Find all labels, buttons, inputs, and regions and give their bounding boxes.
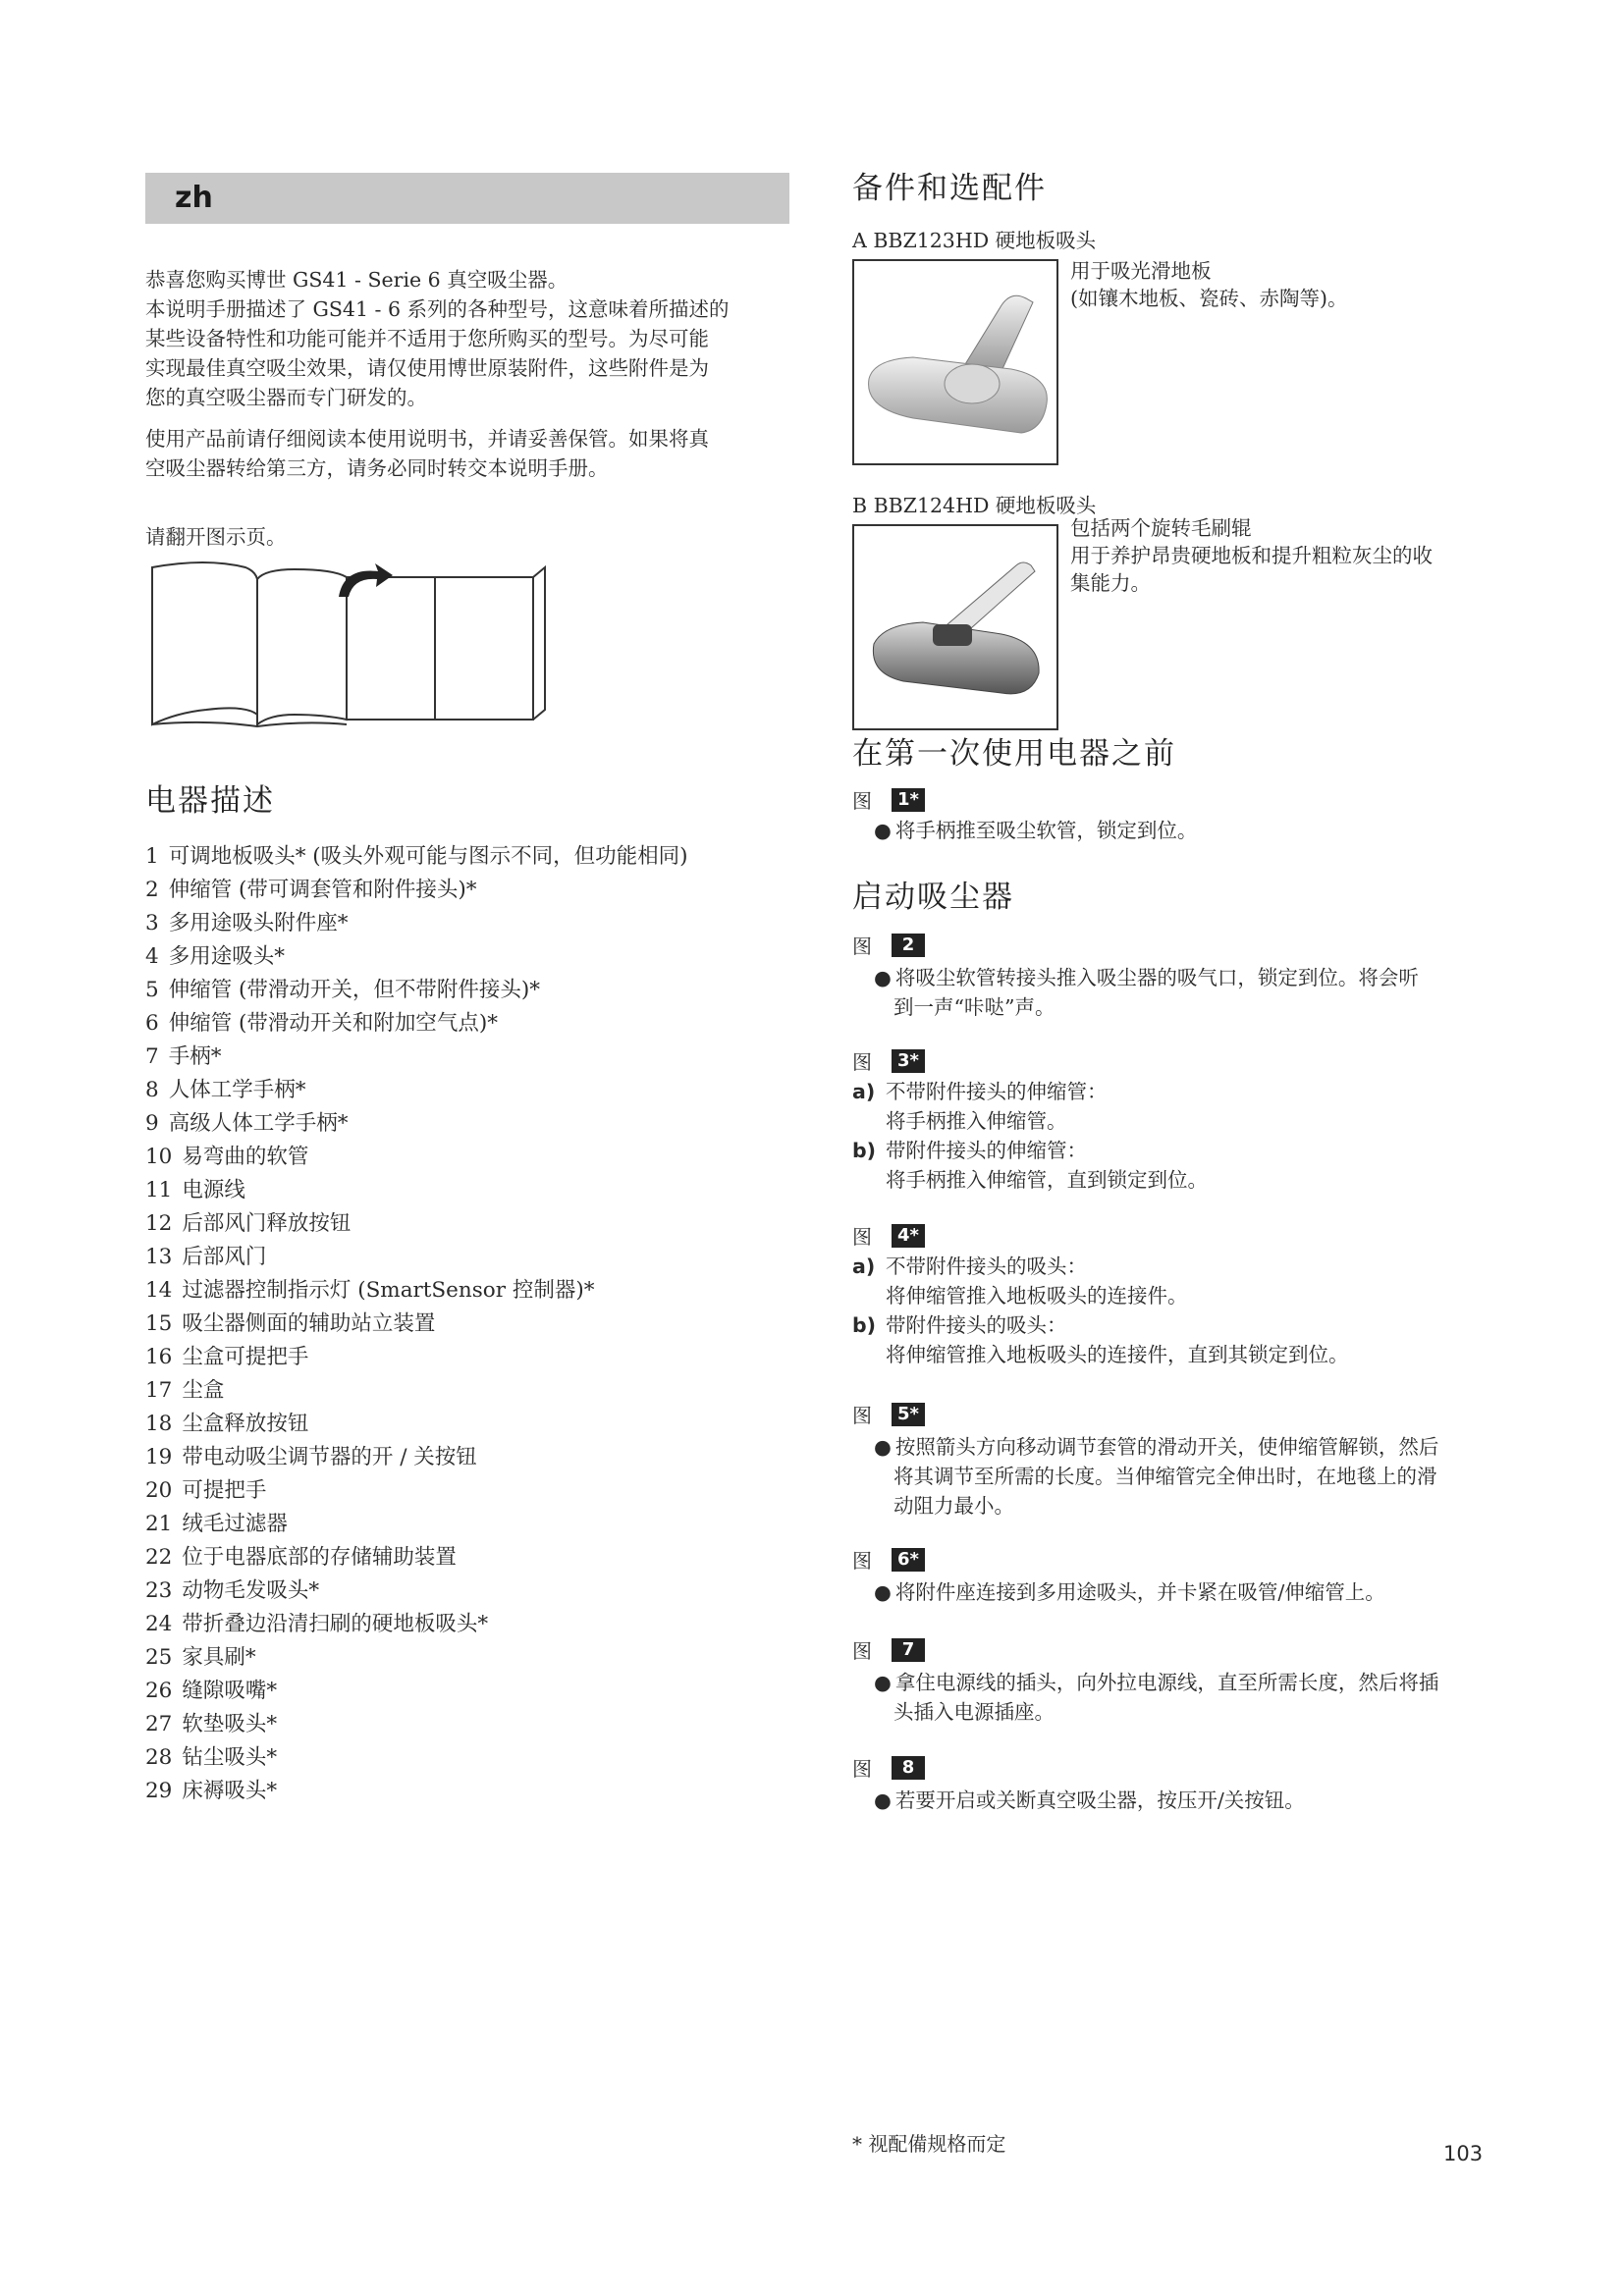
figure-label: 图 bbox=[852, 789, 872, 813]
part-name: 后部风门 bbox=[182, 1245, 267, 1269]
part-name: 可提把手 bbox=[182, 1478, 267, 1503]
part-name: 易弯曲的软管 bbox=[182, 1145, 309, 1169]
bullet-icon: ● bbox=[874, 819, 892, 842]
part-name: 缝隙吸嘴* bbox=[182, 1679, 278, 1703]
figure-5-badge: 5* bbox=[892, 1403, 925, 1426]
part-number: 21 bbox=[145, 1512, 173, 1536]
foldout-book-illustration bbox=[147, 558, 550, 734]
intro-line: 使用产品前请仔细阅读本使用说明书，并请妥善保管。如果将真 bbox=[145, 427, 709, 451]
language-code: zh bbox=[175, 181, 213, 215]
parts-list-item bbox=[145, 1508, 688, 1541]
figure-4-block bbox=[852, 1221, 1349, 1369]
accessory-b-description bbox=[1070, 514, 1433, 597]
step-b-label: b) bbox=[852, 1139, 877, 1162]
figure-4a-line: 将伸缩管推入地板吸头的连接件。 bbox=[886, 1284, 1188, 1308]
parts-list-item bbox=[145, 1541, 688, 1575]
figure-6-line: 将附件座连接到多用途吸头，并卡紧在吸管/伸缩管上。 bbox=[894, 1580, 1385, 1604]
part-number: 8 bbox=[145, 1078, 159, 1102]
part-name: 位于电器底部的存储辅助装置 bbox=[182, 1545, 457, 1570]
part-name: 多用途吸头* bbox=[168, 944, 285, 969]
floor-nozzle-a-icon bbox=[854, 261, 1056, 463]
figure-1-badge: 1* bbox=[892, 788, 925, 812]
bullet-icon: ● bbox=[874, 1789, 892, 1812]
parts-description-heading: 电器描述 bbox=[145, 783, 275, 819]
parts-list-item bbox=[145, 1174, 688, 1207]
intro-line: 恭喜您购买博世 GS41 - Serie 6 真空吸尘器。 bbox=[145, 268, 568, 292]
figure-label: 图 bbox=[852, 1404, 872, 1427]
floor-nozzle-b-icon bbox=[854, 526, 1056, 728]
parts-list-item bbox=[145, 1708, 688, 1741]
accessory-a-image bbox=[852, 259, 1058, 465]
intro-section bbox=[145, 265, 813, 552]
figure-2-line: 将吸尘软管转接头推入吸尘器的吸气口，锁定到位。将会听 bbox=[894, 966, 1419, 989]
parts-list-item bbox=[145, 1408, 688, 1441]
part-number: 10 bbox=[145, 1145, 173, 1169]
accessory-a-desc-line: (如镶木地板、瓷砖、赤陶等)。 bbox=[1070, 287, 1348, 310]
figure-3b-line: 带附件接头的伸缩管： bbox=[886, 1139, 1087, 1162]
parts-list-item bbox=[145, 1007, 688, 1041]
part-number: 17 bbox=[145, 1378, 173, 1403]
part-name: 尘盒释放按钮 bbox=[182, 1412, 309, 1436]
figure-label: 图 bbox=[852, 934, 872, 958]
bullet-icon: ● bbox=[874, 966, 892, 989]
parts-list bbox=[145, 840, 688, 1808]
parts-list-item bbox=[145, 1474, 688, 1508]
figure-6-block bbox=[852, 1545, 1385, 1607]
figure-4b-line: 将伸缩管推入地板吸头的连接件，直到其锁定到位。 bbox=[886, 1343, 1349, 1366]
part-name: 手柄* bbox=[168, 1044, 222, 1069]
part-name: 床褥吸头* bbox=[182, 1779, 278, 1803]
figure-8-block bbox=[852, 1753, 1305, 1815]
footnote: * 视配備规格而定 bbox=[852, 2132, 1006, 2156]
part-name: 高级人体工学手柄* bbox=[168, 1111, 349, 1136]
parts-list-item bbox=[145, 1641, 688, 1675]
bullet-icon: ● bbox=[874, 1671, 892, 1694]
figure-label: 图 bbox=[852, 1225, 872, 1249]
part-name: 绒毛过滤器 bbox=[182, 1512, 288, 1536]
accessory-b-label: B BBZ124HD 硬地板吸头 bbox=[852, 494, 1097, 517]
parts-list-item bbox=[145, 1341, 688, 1374]
part-number: 3 bbox=[145, 911, 159, 935]
part-number: 13 bbox=[145, 1245, 173, 1269]
part-name: 电源线 bbox=[182, 1178, 245, 1202]
parts-list-item bbox=[145, 1741, 688, 1775]
figure-6-badge: 6* bbox=[892, 1548, 925, 1572]
figure-5-line: 动阻力最小。 bbox=[893, 1494, 1014, 1518]
parts-list-item bbox=[145, 1441, 688, 1474]
figure-4-badge: 4* bbox=[892, 1224, 925, 1248]
part-name: 软垫吸头* bbox=[182, 1712, 278, 1736]
page-turn-arrow-icon bbox=[339, 563, 393, 597]
part-number: 2 bbox=[145, 878, 159, 902]
bullet-icon: ● bbox=[874, 1435, 892, 1459]
part-name: 过滤器控制指示灯 (SmartSensor 控制器)* bbox=[182, 1278, 595, 1303]
part-name: 伸缩管 (带可调套管和附件接头)* bbox=[168, 878, 477, 902]
part-name: 家具刷* bbox=[182, 1645, 256, 1670]
figure-3a-line: 将手柄推入伸缩管。 bbox=[886, 1109, 1067, 1133]
intro-line: 空吸尘器转给第三方，请务必同时转交本说明手册。 bbox=[145, 456, 609, 480]
figure-2-block bbox=[852, 931, 1419, 1022]
part-number: 20 bbox=[145, 1478, 173, 1503]
figure-label: 图 bbox=[852, 1050, 872, 1074]
figure-3-block bbox=[852, 1046, 1208, 1195]
figure-2-badge: 2 bbox=[892, 934, 925, 957]
figure-label: 图 bbox=[852, 1757, 872, 1781]
parts-list-item bbox=[145, 1074, 688, 1107]
start-vacuum-heading: 启动吸尘器 bbox=[852, 880, 1014, 915]
parts-list-item bbox=[145, 1107, 688, 1141]
part-name: 尘盒可提把手 bbox=[182, 1345, 309, 1369]
part-number: 12 bbox=[145, 1211, 173, 1236]
parts-list-item bbox=[145, 1374, 688, 1408]
part-name: 伸缩管 (带滑动开关和附加空气点)* bbox=[168, 1011, 499, 1036]
figure-3b-line: 将手柄推入伸缩管，直到锁定到位。 bbox=[886, 1168, 1208, 1192]
accessory-a-label: A BBZ123HD 硬地板吸头 bbox=[852, 229, 1097, 252]
figure-8-line: 若要开启或关断真空吸尘器，按压开/关按钮。 bbox=[894, 1789, 1305, 1812]
part-number: 11 bbox=[145, 1178, 173, 1202]
step-a-label: a) bbox=[852, 1080, 876, 1103]
part-number: 16 bbox=[145, 1345, 173, 1369]
figure-7-line: 拿住电源线的插头，向外拉电源线，直至所需长度，然后将插 bbox=[894, 1671, 1439, 1694]
part-number: 7 bbox=[145, 1044, 159, 1069]
part-number: 4 bbox=[145, 944, 159, 969]
figure-5-line: 将其调节至所需的长度。当伸缩管完全伸出时，在地毯上的滑 bbox=[893, 1465, 1437, 1488]
language-code-bar bbox=[145, 173, 789, 224]
figure-7-badge: 7 bbox=[892, 1638, 925, 1662]
page-number: 103 bbox=[1443, 2142, 1484, 2165]
accessory-b-image bbox=[852, 524, 1058, 730]
part-number: 6 bbox=[145, 1011, 159, 1036]
figure-5-line: 按照箭头方向移动调节套管的滑动开关，使伸缩管解锁，然后 bbox=[894, 1435, 1439, 1459]
figure-7-line: 头插入电源插座。 bbox=[893, 1700, 1055, 1724]
figure-4b-line: 带附件接头的吸头： bbox=[886, 1313, 1067, 1337]
part-name: 可调地板吸头* (吸头外观可能与图示不同，但功能相同) bbox=[168, 844, 688, 869]
part-name: 钻尘吸头* bbox=[182, 1745, 278, 1770]
part-number: 1 bbox=[145, 844, 159, 869]
accessory-a-description bbox=[1070, 257, 1348, 312]
part-name: 人体工学手柄* bbox=[168, 1078, 306, 1102]
figure-1-text: 将手柄推至吸尘软管，锁定到位。 bbox=[894, 819, 1198, 842]
part-number: 28 bbox=[145, 1745, 173, 1770]
part-number: 24 bbox=[145, 1612, 173, 1636]
figure-5-block bbox=[852, 1400, 1438, 1521]
part-number: 22 bbox=[145, 1545, 173, 1570]
parts-list-item bbox=[145, 840, 688, 874]
part-number: 15 bbox=[145, 1311, 173, 1336]
parts-list-item bbox=[145, 974, 688, 1007]
accessory-b-desc-line: 用于养护昂贵硬地板和提升粗粒灰尘的收 bbox=[1070, 544, 1433, 567]
intro-line: 实现最佳真空吸尘效果，请仅使用博世原装附件，这些附件是为 bbox=[145, 356, 709, 380]
intro-paragraph-1 bbox=[145, 265, 813, 412]
figure-label: 图 bbox=[852, 1639, 872, 1663]
parts-list-item bbox=[145, 874, 688, 907]
figure-1-block bbox=[852, 785, 1197, 845]
intro-line: 某些设备特性和功能可能并不适用于您所购买的型号。为尽可能 bbox=[145, 327, 709, 350]
intro-paragraph-2 bbox=[145, 424, 813, 483]
part-number: 23 bbox=[145, 1578, 173, 1603]
part-name: 动物毛发吸头* bbox=[182, 1578, 320, 1603]
figure-3-badge: 3* bbox=[892, 1049, 925, 1073]
part-name: 带电动吸尘调节器的开 / 关按钮 bbox=[182, 1445, 477, 1469]
parts-list-item bbox=[145, 1775, 688, 1808]
accessory-b-desc-line: 集能力。 bbox=[1070, 571, 1151, 595]
part-name: 尘盒 bbox=[182, 1378, 225, 1403]
part-number: 19 bbox=[145, 1445, 173, 1469]
part-name: 后部风门释放按钮 bbox=[182, 1211, 352, 1236]
before-first-use-heading: 在第一次使用电器之前 bbox=[852, 736, 1176, 772]
figure-2-line: 到一声“咔哒”声。 bbox=[893, 995, 1056, 1019]
figure-label: 图 bbox=[852, 1549, 872, 1573]
part-name: 伸缩管 (带滑动开关，但不带附件接头)* bbox=[168, 978, 541, 1002]
part-number: 25 bbox=[145, 1645, 173, 1670]
parts-list-item bbox=[145, 1274, 688, 1308]
part-name: 吸尘器侧面的辅助站立装置 bbox=[182, 1311, 436, 1336]
parts-list-item bbox=[145, 1608, 688, 1641]
parts-list-item bbox=[145, 1041, 688, 1074]
part-number: 9 bbox=[145, 1111, 159, 1136]
bullet-icon: ● bbox=[874, 1580, 892, 1604]
part-number: 5 bbox=[145, 978, 159, 1002]
part-name: 多用途吸头附件座* bbox=[168, 911, 349, 935]
intro-line: 本说明手册描述了 GS41 - 6 系列的各种型号，这意味着所描述的 bbox=[145, 297, 730, 321]
figure-3a-line: 不带附件接头的伸缩管： bbox=[886, 1080, 1108, 1103]
parts-list-item bbox=[145, 1141, 688, 1174]
part-number: 14 bbox=[145, 1278, 173, 1303]
accessory-a-desc-line: 用于吸光滑地板 bbox=[1070, 259, 1212, 283]
figure-4a-line: 不带附件接头的吸头： bbox=[886, 1255, 1087, 1278]
accessory-b-desc-line: 包括两个旋转毛刷辊 bbox=[1070, 516, 1252, 540]
part-name: 带折叠边沿清扫刷的硬地板吸头* bbox=[182, 1612, 489, 1636]
parts-list-item bbox=[145, 1675, 688, 1708]
figure-7-block bbox=[852, 1635, 1438, 1727]
parts-list-item bbox=[145, 1575, 688, 1608]
parts-list-item bbox=[145, 907, 688, 940]
figure-8-badge: 8 bbox=[892, 1756, 925, 1780]
part-number: 18 bbox=[145, 1412, 173, 1436]
accessories-heading: 备件和选配件 bbox=[852, 171, 1047, 206]
parts-list-item bbox=[145, 940, 688, 974]
part-number: 26 bbox=[145, 1679, 173, 1703]
parts-list-item bbox=[145, 1207, 688, 1241]
intro-line: 您的真空吸尘器而专门研发的。 bbox=[145, 386, 427, 409]
parts-list-item bbox=[145, 1308, 688, 1341]
part-number: 29 bbox=[145, 1779, 173, 1803]
step-b-label: b) bbox=[852, 1313, 877, 1337]
foldout-note: 请翻开图示页。 bbox=[145, 525, 287, 549]
parts-list-item bbox=[145, 1241, 688, 1274]
step-a-label: a) bbox=[852, 1255, 876, 1278]
part-number: 27 bbox=[145, 1712, 173, 1736]
